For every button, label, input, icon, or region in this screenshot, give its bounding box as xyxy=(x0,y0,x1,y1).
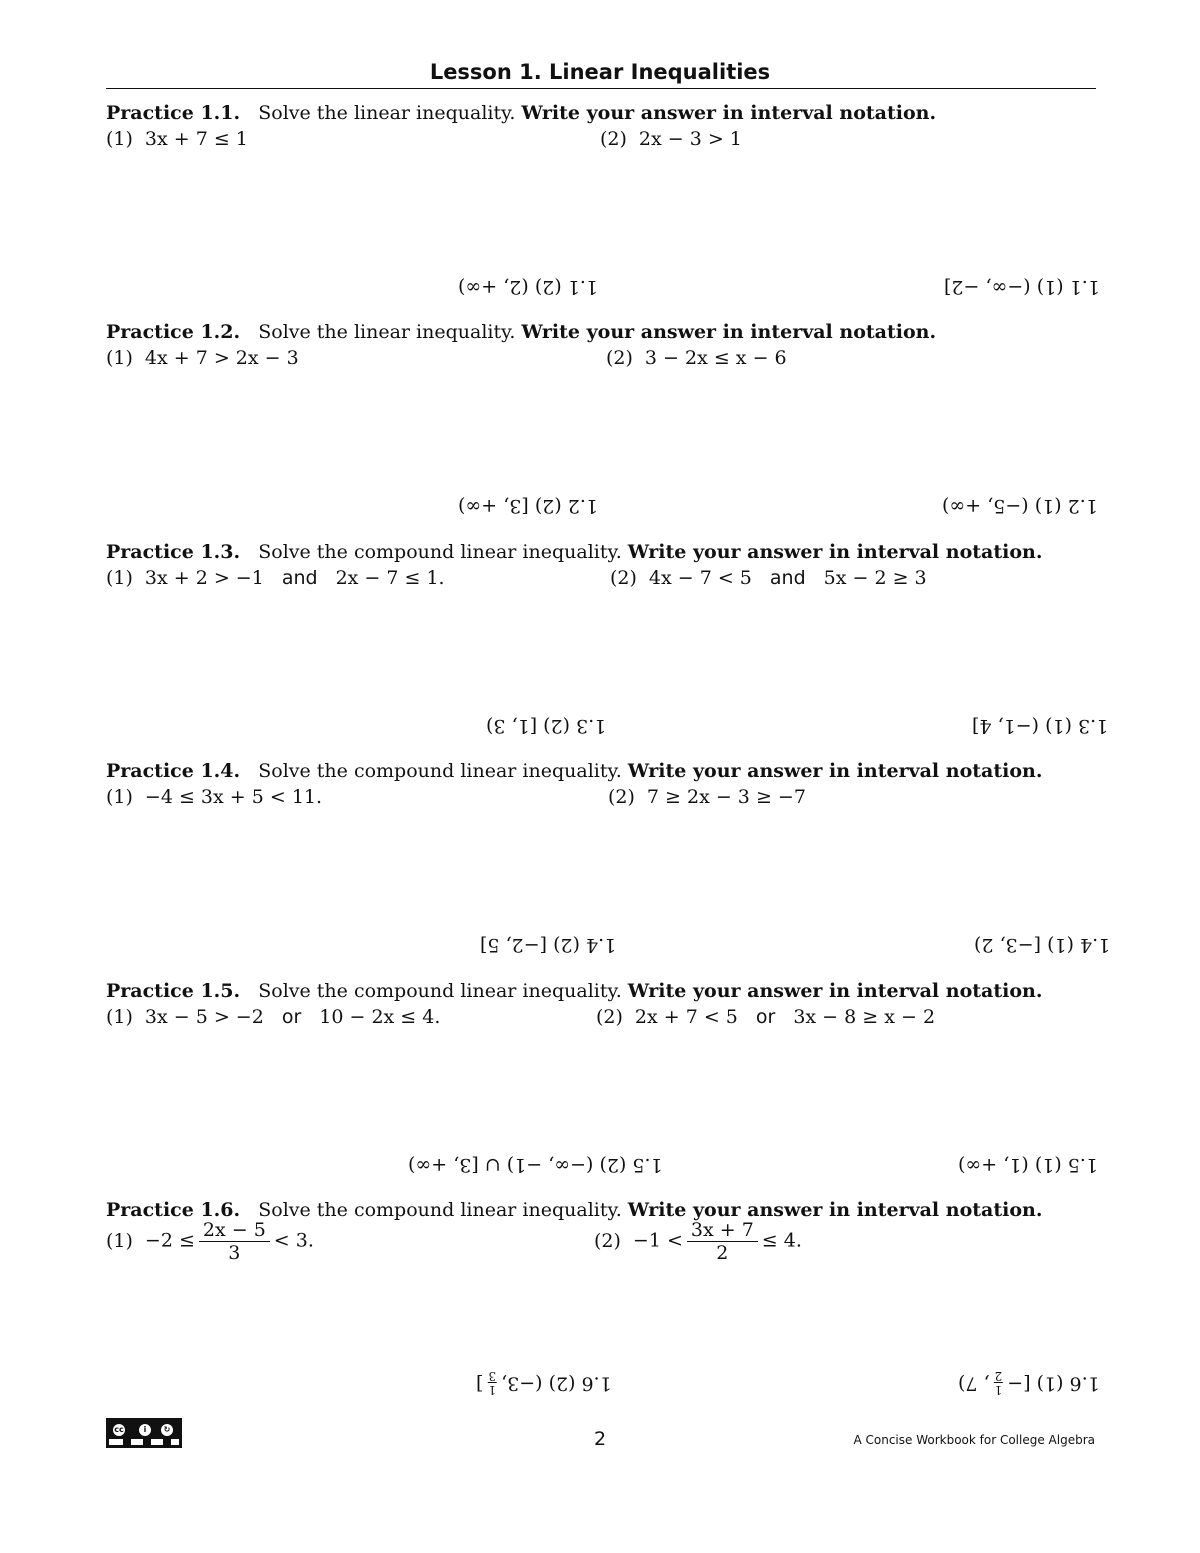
practice-instruction: Solve the linear inequality. xyxy=(258,102,516,124)
problem-2 xyxy=(610,567,927,589)
problem-left: −2 ≤ xyxy=(144,1229,195,1252)
problem-2 xyxy=(596,1006,935,1028)
problem-label: (1) xyxy=(106,567,133,589)
problem-expression-b: 2x − 7 ≤ 1. xyxy=(335,567,445,589)
problem-expression-b: 10 − 2x ≤ 4. xyxy=(319,1006,441,1028)
fraction xyxy=(199,1219,270,1264)
practice-heading xyxy=(106,980,1042,1002)
problem-label: (1) xyxy=(106,1006,133,1028)
fraction-numerator: 2x − 5 xyxy=(199,1219,270,1242)
fraction-denominator: 3 xyxy=(488,1369,497,1383)
problem-2 xyxy=(600,128,742,150)
problem-2 xyxy=(606,347,787,369)
practice-instruction: Solve the compound linear inequality. xyxy=(258,760,622,782)
problem-expression: −4 ≤ 3x + 5 < 11. xyxy=(144,786,323,808)
connector-and: and xyxy=(281,567,318,589)
problem-expression-a: 3x − 5 > −2 xyxy=(144,1006,264,1028)
answer-text: , 7) xyxy=(958,1372,990,1395)
answer-1-upside-down: 1.1 (1) (−∞, −2] xyxy=(944,276,1100,298)
problem-expression-b: 5x − 2 ≥ 3 xyxy=(823,567,927,589)
practice-heading xyxy=(106,1199,1042,1221)
answer-1-upside-down: 1.5 (1) (1, +∞) xyxy=(958,1154,1098,1176)
problem-expression: 7 ≥ 2x − 3 ≥ −7 xyxy=(646,786,806,808)
problem-label: (1) xyxy=(106,347,133,369)
practice-1-3 xyxy=(106,541,1109,760)
problem-left: −1 < xyxy=(632,1229,683,1252)
lesson-title: Lesson 1. Linear Inequalities xyxy=(429,60,771,84)
answer-2-upside-down: 1.4 (2) [−2, 5] xyxy=(480,934,617,956)
problem-label: (1) xyxy=(106,128,133,150)
practice-instruction-emphasis: Write your answer in interval notation. xyxy=(521,321,937,343)
fraction-numerator: 1 xyxy=(488,1383,497,1397)
practice-instruction: Solve the compound linear inequality. xyxy=(258,541,622,563)
practice-heading xyxy=(106,102,936,124)
practice-instruction: Solve the compound linear inequality. xyxy=(258,1199,622,1221)
workbook-title: A Concise Workbook for College Algebra xyxy=(853,1433,1095,1447)
person-icon: i xyxy=(137,1422,153,1438)
practice-number: Practice 1.2. xyxy=(106,321,241,343)
problem-2 xyxy=(608,786,806,808)
practice-instruction-emphasis: Write your answer in interval notation. xyxy=(627,541,1043,563)
answer-2-upside-down: 1.3 (2) [1, 3) xyxy=(486,715,607,737)
problem-expression-a: 4x − 7 < 5 xyxy=(648,567,752,589)
problem-label: (2) xyxy=(608,786,635,808)
share-alike-icon: ↻ xyxy=(159,1422,175,1438)
answer-2-upside-down xyxy=(476,1369,612,1396)
problem-1 xyxy=(106,347,299,369)
problem-label: (2) xyxy=(600,128,627,150)
problem-label: (2) xyxy=(610,567,637,589)
problem-right: < 3. xyxy=(273,1229,314,1252)
practice-1-1 xyxy=(106,102,1106,321)
answer-1-upside-down: 1.4 (1) [−3, 2) xyxy=(974,934,1111,956)
practice-number: Practice 1.1. xyxy=(106,102,241,124)
practice-1-5 xyxy=(106,980,1106,1199)
practice-instruction-emphasis: Write your answer in interval notation. xyxy=(627,1199,1043,1221)
problem-expression: 3x + 7 ≤ 1 xyxy=(144,128,248,150)
practice-instruction-emphasis: Write your answer in interval notation. xyxy=(627,760,1043,782)
practice-instruction-emphasis: Write your answer in interval notation. xyxy=(521,102,937,124)
practice-instruction-emphasis: Write your answer in interval notation. xyxy=(627,980,1043,1002)
problem-label: (2) xyxy=(606,347,633,369)
page-number: 2 xyxy=(593,1428,607,1450)
connector-and: and xyxy=(769,567,806,589)
problem-1 xyxy=(106,567,445,589)
problem-expression: 2x − 3 > 1 xyxy=(638,128,742,150)
problem-label: (2) xyxy=(596,1006,623,1028)
fraction-denominator: 2 xyxy=(994,1369,1003,1383)
answer-text: ] xyxy=(476,1372,484,1395)
problem-expression-a: 2x + 7 < 5 xyxy=(634,1006,738,1028)
practice-number: Practice 1.3. xyxy=(106,541,241,563)
answer-2-upside-down: 1.2 (2) [3, +∞) xyxy=(458,495,598,517)
practice-heading xyxy=(106,760,1042,782)
fraction-numerator: 3x + 7 xyxy=(687,1219,758,1242)
practice-1-6 xyxy=(106,1199,1106,1418)
answer-1-upside-down: 1.2 (1) (−5, +∞) xyxy=(942,495,1098,517)
cc-icon: cc xyxy=(111,1422,127,1438)
problem-right: ≤ 4. xyxy=(761,1229,802,1252)
problem-1 xyxy=(106,1006,440,1028)
fraction-denominator: 3 xyxy=(228,1242,241,1264)
answer-2-upside-down: 1.5 (2) (−∞, −1) ∪ [3, +∞) xyxy=(408,1154,663,1176)
fraction-denominator: 2 xyxy=(716,1242,729,1264)
problem-1 xyxy=(106,1219,314,1264)
problem-1 xyxy=(106,128,248,150)
answer-1-upside-down: 1.3 (1) (−1, 4] xyxy=(972,715,1109,737)
practice-number: Practice 1.6. xyxy=(106,1199,241,1221)
problem-expression: 4x + 7 > 2x − 3 xyxy=(144,347,299,369)
answer-2-upside-down: 1.1 (2) (2, +∞) xyxy=(458,276,598,298)
answer-fraction xyxy=(994,1369,1004,1396)
problem-1 xyxy=(106,786,322,808)
practice-heading xyxy=(106,541,1042,563)
fraction-numerator: 1 xyxy=(994,1383,1003,1397)
answer-1-upside-down xyxy=(958,1369,1100,1396)
fraction xyxy=(687,1219,758,1264)
title-divider xyxy=(106,88,1096,89)
answer-fraction xyxy=(487,1369,497,1396)
practice-1-2 xyxy=(106,321,1106,540)
connector-or: or xyxy=(281,1006,302,1028)
practice-heading xyxy=(106,321,936,343)
practice-number: Practice 1.5. xyxy=(106,980,241,1002)
answer-text: 1.6 (2) (−3, xyxy=(501,1372,612,1395)
practice-instruction: Solve the linear inequality. xyxy=(258,321,516,343)
practice-1-4 xyxy=(106,760,1111,979)
problem-expression-a: 3x + 2 > −1 xyxy=(144,567,264,589)
practice-instruction: Solve the compound linear inequality. xyxy=(258,980,622,1002)
practice-number: Practice 1.4. xyxy=(106,760,241,782)
problem-label: (2) xyxy=(594,1229,621,1252)
answer-text: 1.6 (1) [− xyxy=(1007,1372,1100,1395)
problem-expression: 3 − 2x ≤ x − 6 xyxy=(644,347,787,369)
problem-expression-b: 3x − 8 ≥ x − 2 xyxy=(793,1006,936,1028)
problem-label: (1) xyxy=(106,1229,133,1252)
connector-or: or xyxy=(755,1006,776,1028)
problem-2 xyxy=(594,1219,802,1264)
problem-label: (1) xyxy=(106,786,133,808)
